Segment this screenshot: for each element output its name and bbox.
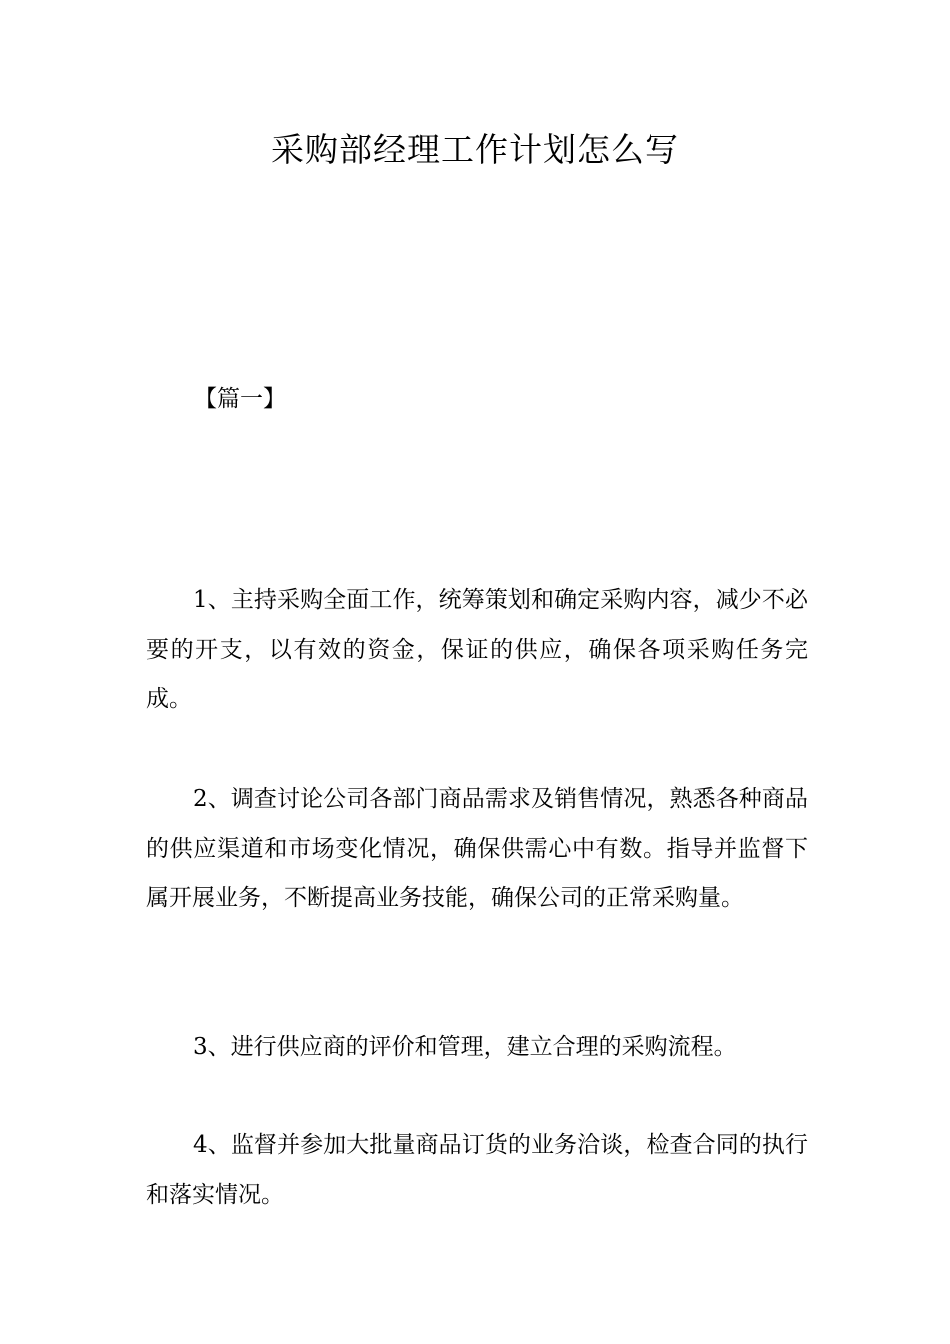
document-title: 采购部经理工作计划怎么写 [271, 130, 679, 169]
paragraph-4: 4、监督并参加大批量商品订货的业务洽谈，检查合同的执行和落实情况。 [146, 1132, 808, 1208]
paragraph-3: 3、进行供应商的评价和管理，建立合理的采购流程。 [193, 1034, 737, 1060]
paragraph-1: 1、主持采购全面工作，统筹策划和确定采购内容，减少不必要的开支，以有效的资金，保证的供应，确保各项采购任务完成。 [146, 587, 808, 712]
paragraph-2: 2、调查讨论公司各部门商品需求及销售情况，熟悉各种商品的供应渠道和市场变化情况，确保供需心中有数。指导并监督下属开展业务，不断提高业务技能，确保公司的正常采购量。 [146, 786, 808, 911]
section-label: 【篇一】 [194, 386, 286, 412]
